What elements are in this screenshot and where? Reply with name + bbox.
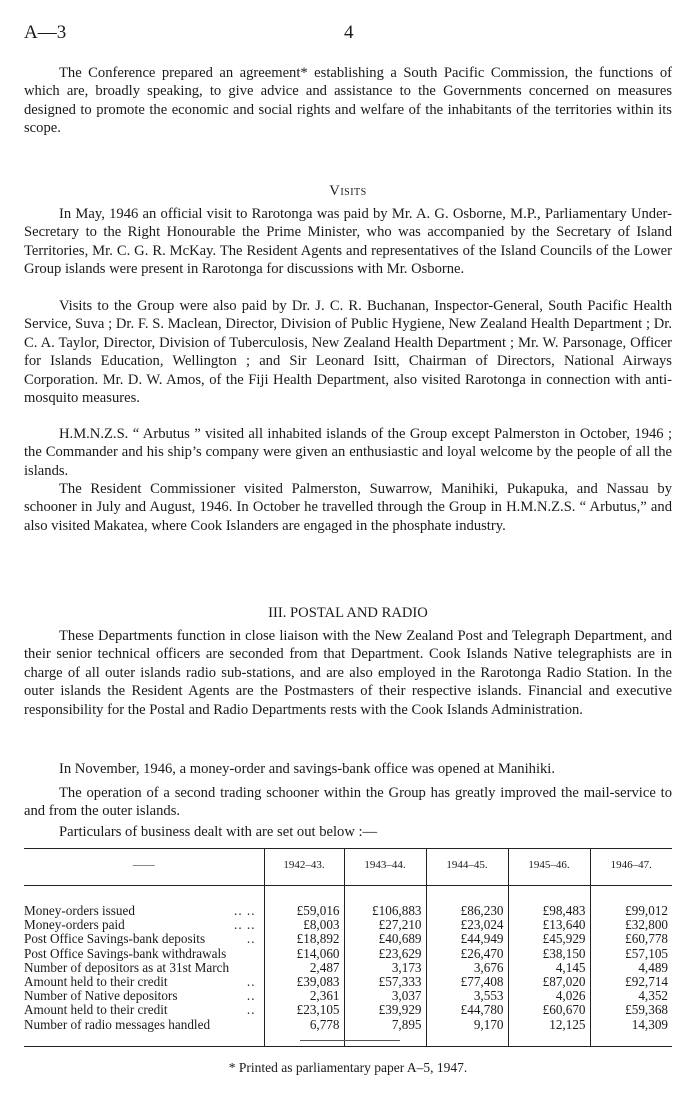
row-label: Amount held to their credit .. (24, 1002, 256, 1018)
table-cell: 6,778 (264, 1018, 344, 1047)
row-label: Money-orders paid .. .. (24, 917, 256, 933)
page-number: 4 (344, 22, 354, 43)
table-row (24, 961, 672, 975)
table-cell: £106,883 (344, 886, 426, 919)
table-cell: 4,352 (590, 989, 672, 1003)
table-cell: £13,640 (508, 918, 590, 932)
postal-paragraph-2: In November, 1946, a money-order and savings-bank office was opened at Manihiki. (59, 761, 556, 777)
table-cell: £60,778 (590, 932, 672, 946)
row-label: Number of Native depositors .. (24, 988, 256, 1004)
table-cell: £27,210 (344, 918, 426, 932)
table-header-year: 1946–47. (590, 849, 672, 886)
table-cell: £99,012 (590, 886, 672, 919)
table-header-row (24, 849, 672, 886)
table-cell: £98,483 (508, 886, 590, 919)
table-cell: 2,361 (264, 989, 344, 1003)
table-cell: 4,145 (508, 961, 590, 975)
postal-paragraph-4: Particulars of business dealt with are set out below :— (59, 824, 378, 840)
table-cell: 7,895 (344, 1018, 426, 1047)
business-table (24, 848, 672, 1047)
table-cell: 3,037 (344, 989, 426, 1003)
row-label: Amount held to their credit .. (24, 974, 256, 990)
table-cell: £77,408 (426, 975, 508, 989)
intro-paragraph: The Conference prepared an agreement* establishing a South Pacific Commission, the functions of which are, broadly speaking, to give advice and assistance to the Governments concerned on measures designed to promote the economic and social rights and welfare of the inhabitants of the territories within its scope. (24, 65, 672, 137)
table-row (24, 932, 672, 946)
visits-paragraph-3: H.M.N.Z.S. “ Arbutus ” visited all inhabited islands of the Group except Palmerston in October, 1946 ; the Commander and his ship’s company were given an enthusiastic and loyal welcome by the people of all the islands. (24, 426, 672, 479)
table-cell: 4,489 (590, 961, 672, 975)
table-cell: £23,629 (344, 947, 426, 961)
table-cell: £44,949 (426, 932, 508, 946)
postal-paragraph-3: The operation of a second trading schooner within the Group has greatly improved the mail-service to and from the outer islands. (24, 785, 672, 820)
document-reference: A—3 (24, 22, 67, 43)
table-cell: £23,024 (426, 918, 508, 932)
row-label: Post Office Savings-bank withdrawals (24, 945, 227, 961)
table-cell: 14,309 (590, 1018, 672, 1047)
page-header (24, 22, 676, 46)
table-cell: £18,892 (264, 932, 344, 946)
table-cell: £39,083 (264, 975, 344, 989)
table-cell: £59,368 (590, 1003, 672, 1017)
visits-heading: Visits (329, 183, 367, 199)
table-cell: £26,470 (426, 947, 508, 961)
row-label: Number of depositors as at 31st March (24, 959, 230, 975)
table-cell: £39,929 (344, 1003, 426, 1017)
table-header-blank: —— (24, 849, 264, 886)
table-cell: £38,150 (508, 947, 590, 961)
row-label: Money-orders issued .. .. (24, 903, 256, 918)
table-row (24, 975, 672, 989)
postal-heading: III. POSTAL AND RADIO (268, 605, 428, 621)
table-header-year: 1943–44. (344, 849, 426, 886)
table-header-year: 1945–46. (508, 849, 590, 886)
table-cell: £60,670 (508, 1003, 590, 1017)
table-cell: 3,553 (426, 989, 508, 1003)
table-cell: £57,105 (590, 947, 672, 961)
table-cell: £32,800 (590, 918, 672, 932)
visits-paragraph-1: In May, 1946 an official visit to Rarotonga was paid by Mr. A. G. Osborne, M.P., Parliamentary Under-Secretary to the Right Honourable the Prime Minister, who was accompanied by the Secretary of Island Territories, Mr. C. G. R. McKay. The Resident Agents and representatives of the Island Councils of the Lower Group islands were present in Rarotonga for discussions with Mr. Osborne. (24, 206, 672, 278)
footnote: * Printed as parliamentary paper A–5, 1947. (228, 1060, 468, 1075)
table-cell: £57,333 (344, 975, 426, 989)
table-row (24, 1018, 672, 1047)
table-row (24, 1003, 672, 1017)
table-cell: £8,003 (264, 918, 344, 932)
row-label: Number of radio messages handled (24, 1018, 264, 1047)
table-cell: £40,689 (344, 932, 426, 946)
table-cell: £87,020 (508, 975, 590, 989)
table-cell: 3,676 (426, 961, 508, 975)
table-header-year: 1944–45. (426, 849, 508, 886)
table-cell: £45,929 (508, 932, 590, 946)
table-cell: £59,016 (264, 886, 344, 919)
table-cell: £92,714 (590, 975, 672, 989)
table-cell: 2,487 (264, 961, 344, 975)
table-header-year: 1942–43. (264, 849, 344, 886)
table-cell: 12,125 (508, 1018, 590, 1047)
table-cell: £23,105 (264, 1003, 344, 1017)
visits-paragraph-4: The Resident Commissioner visited Palmerston, Suwarrow, Manihiki, Pukapuka, and Nassau by schooner in July and August, 1946. In October he travelled through the Group in H.M.N.Z.S. “ Arbutus,” and also visited Makatea, where Cook Islanders are engaged in the phosphate industry. (24, 481, 672, 534)
table-cell: £44,780 (426, 1003, 508, 1017)
table-row (24, 886, 672, 919)
table-cell: £86,230 (426, 886, 508, 919)
table-row (24, 947, 672, 961)
table-cell: £14,060 (264, 947, 344, 961)
row-label: Post Office Savings-bank deposits .. (24, 931, 256, 947)
visits-paragraph-2: Visits to the Group were also paid by Dr. J. C. R. Buchanan, Inspector-General, South Pacific Health Service, Suva ; Dr. F. S. Maclean, Director, Division of Public Hygiene, New Zealand Health Department ; Dr. C. A. Taylor, Director, Division of Tuberculosis, New Zealand Health Department ; Mr. W. Parsonage, Officer for Islands Education, Wellington ; and Sir Leonard Isitt, Chairman of Directors, National Airways Corporation. Mr. D. W. Amos, of the Fiji Health Department, also visited Rarotonga in connection with anti-mosquito measures. (24, 298, 672, 407)
table-cell: 9,170 (426, 1018, 508, 1047)
table-cell: 3,173 (344, 961, 426, 975)
postal-paragraph-1: These Departments function in close liaison with the New Zealand Post and Telegraph Department, and their senior technical officers are seconded from that Department. Cook Islands Native telegraphists are in charge of all outer islands radio sub-stations, and are also employed in the Rarotonga Radio Station. In the outer islands the Resident Agents are the Postmasters of their respective islands. Financial and executive responsibility for the Postal and Radio Departments rests with the Cook Islands Administration. (24, 628, 672, 718)
table-cell: 4,026 (508, 989, 590, 1003)
table-row (24, 918, 672, 932)
footnote-divider (300, 1040, 400, 1041)
table-row (24, 989, 672, 1003)
